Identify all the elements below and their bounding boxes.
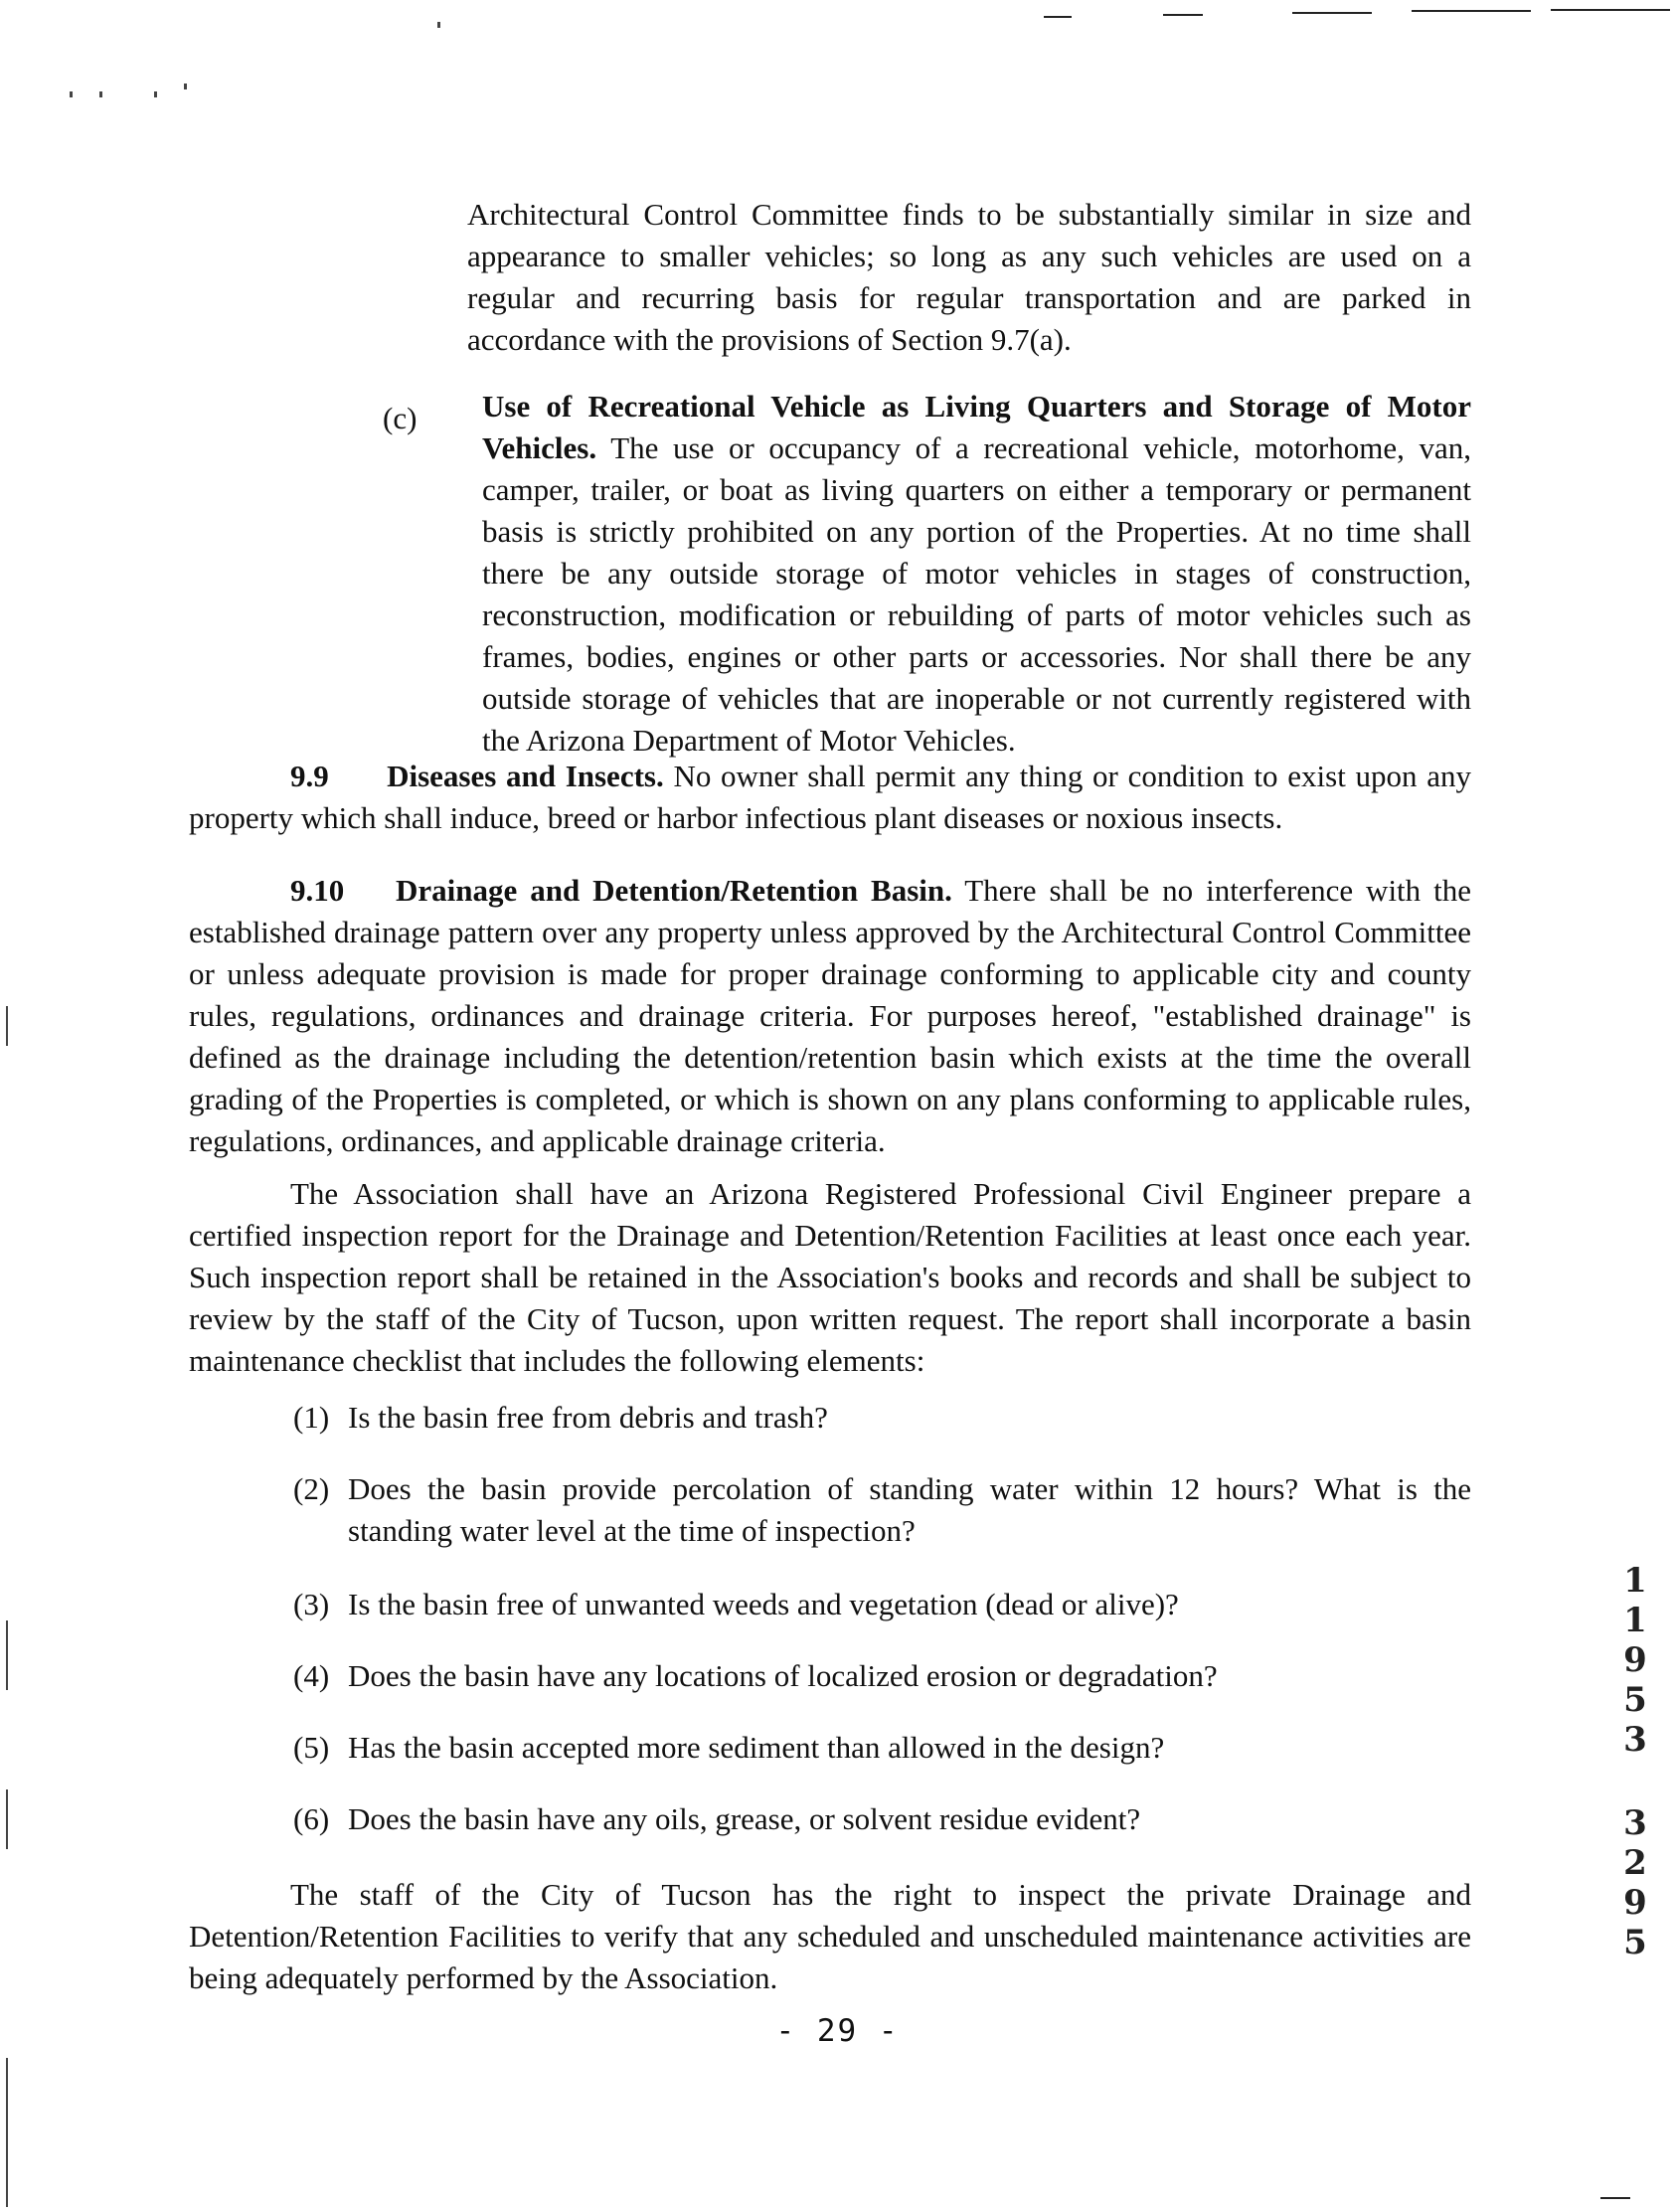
checklist-item: Is the basin free of unwanted weeds and vegetation (dead or alive)? [348,1587,1179,1621]
checklist-number: (6) [293,1801,330,1836]
checklist-number: (1) [293,1400,330,1435]
staff-paragraph: The staff of the City of Tucson has the right to inspect the private Drainage and Detention/Retention Facilities to verify that any scheduled and unscheduled maintenance activities are being adequately performed by the Association. [189,1877,1471,1995]
association-paragraph: The Association shall have an Arizona Registered Professional Civil Engineer prepare a certified inspection report for the Drainage and Detention/Retention Facilities at least once each year. Such inspection report shall be retained in the Association's books and records and shall be subject to review by the staff of the City of Tucson, upon written request. The report shall incorporate a basin maintenance checklist that includes the following elements: [189,1176,1471,1378]
section-9-9-number: 9.9 [290,759,329,793]
section-9-10-number: 9.10 [290,873,345,908]
section-9-10-heading: Drainage and Detention/Retention Basin. [396,873,952,908]
scan-mark [70,91,73,97]
stamp-digit: 2 [1623,1843,1647,1883]
scan-mark [1551,9,1670,11]
checklist-number: (2) [293,1471,330,1506]
checklist-item: Does the basin provide percolation of standing water within 12 hours? What is the standing water level at the time of inspection? [348,1471,1471,1548]
continuation-paragraph: Architectural Control Committee finds to be substantially similar in size and appearance to smaller vehicles; so long as any such vehicles are used on a regular and recurring basis for regular transportation and are parked in accordance with the provisions of Section 9.7(a). [467,197,1471,357]
section-9-9-paragraph [189,756,1471,839]
scan-mark [184,84,187,89]
scan-mark [6,1789,8,1849]
scan-mark [1163,14,1203,16]
scan-mark [1044,16,1072,18]
scan-mark [437,22,440,28]
stamp-digit: 5 [1623,1680,1647,1720]
scan-mark [1292,12,1372,14]
scan-mark [1412,10,1531,12]
stamp-digit: 9 [1623,1640,1647,1680]
section-c-heading: Use of Recreational Vehicle as Living Quarters and Storage of Motor Vehicles. [482,389,1471,465]
section-9-9-body: No owner shall permit any thing or condition to exist upon any property which shall induce, breed or harbor infectious plant diseases or noxious insects. [189,759,1471,835]
scan-mark [6,2058,8,2207]
page-number: - 29 - [775,2013,900,2049]
checklist-item: Is the basin free from debris and trash? [348,1400,828,1435]
checklist-item: Does the basin have any oils, grease, or solvent residue evident? [348,1801,1141,1836]
section-9-10-body: There shall be no interference with the established drainage pattern over any property unless approved by the Architectural Control Committee or unless adequate provision is made for proper drainage conforming to applicable city and county rules, regulations, ordinances and drainage criteria. For purposes hereof, "established drainage" is defined as the drainage including the detention/retention basin which exists at the time the overall grading of the Properties is completed, or which is shown on any plans conforming to applicable rules, regulations, ordinances, and applicable drainage criteria. [189,873,1471,1158]
scan-mark [1600,2197,1630,2199]
stamp-digit: 5 [1623,1923,1647,1962]
stamp-digit: 9 [1623,1883,1647,1923]
recording-stamp [1615,1561,1655,1962]
scan-mark [6,1620,8,1690]
section-9-10-paragraph [189,870,1471,1162]
checklist-item: Has the basin accepted more sediment than allowed in the design? [348,1730,1165,1765]
section-9-9-heading: Diseases and Insects. [387,759,664,793]
scan-mark [99,91,102,97]
checklist-number: (3) [293,1587,330,1621]
section-c-label: (c) [383,401,418,435]
stamp-digit: 3 [1623,1720,1647,1760]
section-c-body: The use or occupancy of a recreational vehicle, motorhome, van, camper, trailer, or boat as living quarters on either a temporary or permanent basis is strictly prohibited on any portion of the Properties. At no time shall there be any outside storage of motor vehicles in stages of construction, reconstruction, modification or rebuilding of parts of motor vehicles such as frames, bodies, engines or other parts or accessories. Nor shall there be any outside storage of vehicles that are inoperable or not currently registered with the Arizona Department of Motor Vehicles. [482,430,1471,758]
scan-mark [154,91,157,97]
scan-mark [6,1006,8,1046]
stamp-digit: 1 [1623,1601,1647,1640]
checklist-number: (4) [293,1658,330,1693]
checklist-number: (5) [293,1730,330,1765]
stamp-digit: 3 [1623,1803,1647,1843]
stamp-digit: 1 [1623,1561,1647,1601]
checklist-item: Does the basin have any locations of localized erosion or degradation? [348,1658,1218,1693]
section-c-paragraph [482,386,1471,762]
